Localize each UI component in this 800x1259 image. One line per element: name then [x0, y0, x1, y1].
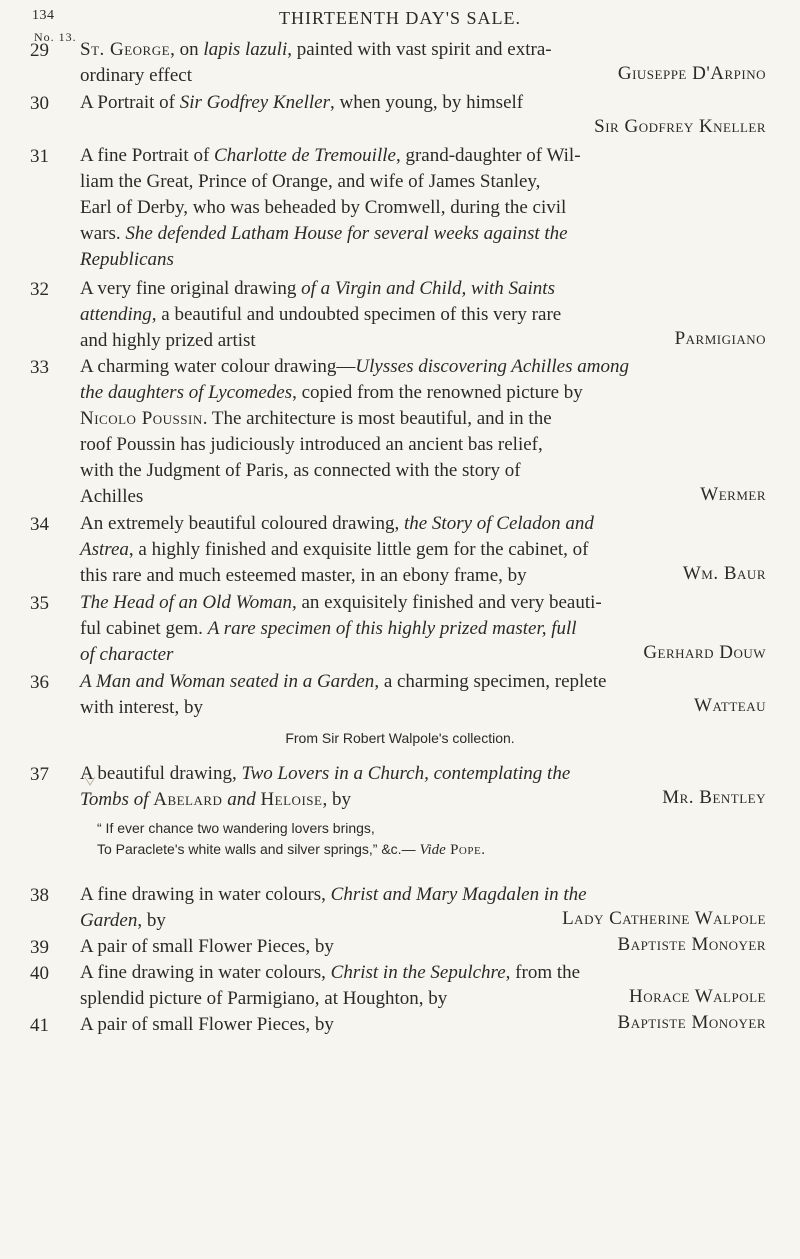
lot-text-line: Garden, by	[80, 910, 166, 931]
lot-number: 31	[30, 146, 49, 167]
lot-number: 37	[30, 764, 49, 785]
lot-text-line: A Portrait of Sir Godfrey Kneller, when young, by himself	[80, 92, 524, 113]
issue-number: No. 13.	[34, 30, 77, 44]
lot-text-line: ordinary effect	[80, 65, 193, 86]
lot-text-line: A charming water colour drawing—Ulysses discovering Achilles among	[80, 356, 629, 377]
lot-text-line: of character	[80, 644, 174, 665]
lot-text-line: A pair of small Flower Pieces, by	[80, 1014, 334, 1035]
lot-number: 36	[30, 672, 49, 693]
lot-text-line: An extremely beautiful coloured drawing, the Story of Celadon and	[80, 513, 594, 534]
lot-number: 39	[30, 937, 49, 958]
lot-number: 29	[30, 40, 49, 61]
lot-artist: Parmigiano	[674, 328, 766, 349]
lot-number: 35	[30, 593, 49, 614]
lot-text-line: A fine drawing in water colours, Christ and Mary Magdalen in the	[80, 884, 587, 905]
lot-text-line: Astrea, a highly finished and exquisite little gem for the cabinet, of	[80, 539, 589, 560]
pencil-tick-mark	[84, 775, 96, 787]
lot-artist: Sir Godfrey Kneller	[594, 116, 766, 137]
lot-text-line: roof Poussin has judiciously introduced an ancient bas relief,	[80, 434, 543, 455]
lot-text-line: St. George, on lapis lazuli, painted with vast spirit and extra-	[80, 39, 552, 60]
lot-artist: Wermer	[700, 484, 766, 505]
lot-text-line: A very fine original drawing of a Virgin and Child, with Saints	[80, 278, 555, 299]
lot-number: 38	[30, 885, 49, 906]
running-title: THIRTEENTH DAY'S SALE.	[279, 8, 521, 28]
lot-text-line: ful cabinet gem. A rare specimen of this highly prized master, full	[80, 618, 577, 639]
lot-text-line: with the Judgment of Paris, as connected with the story of	[80, 460, 521, 481]
lot-artist: Horace Walpole	[629, 986, 766, 1007]
page-header	[32, 8, 768, 30]
lot-text-line: A fine drawing in water colours, Christ in the Sepulchre, from the	[80, 962, 581, 983]
lot-text-line: A beautiful drawing, Two Lovers in a Church, contemplating the	[80, 763, 571, 784]
provenance-note: From Sir Robert Walpole's collection.	[285, 730, 515, 746]
lot-text-line: wars. She defended Latham House for several weeks against the	[80, 223, 568, 244]
page-number: 134	[32, 8, 55, 23]
verse-quote-line: “ If ever chance two wandering lovers brings,	[97, 820, 375, 836]
lot-text-line: splendid picture of Parmigiano, at Houghton, by	[80, 988, 448, 1009]
lot-text-line: A pair of small Flower Pieces, by	[80, 936, 334, 957]
lot-text-line: the daughters of Lycomedes, copied from the renowned picture by	[80, 382, 583, 403]
verse-quote-line: To Paraclete's white walls and silver springs,” &c.— Vide Pope.	[97, 841, 486, 858]
lot-artist: Wm. Baur	[682, 563, 766, 584]
lot-artist: Giuseppe D'Arpino	[617, 63, 766, 84]
lot-artist: Baptiste Monoyer	[617, 934, 766, 955]
lot-number: 32	[30, 279, 49, 300]
lot-text-line: this rare and much esteemed master, in an ebony frame, by	[80, 565, 527, 586]
lot-artist: Gerhard Douw	[643, 642, 766, 663]
lot-text-line: A Man and Woman seated in a Garden, a charming specimen, replete	[80, 671, 607, 692]
lot-number: 34	[30, 514, 49, 535]
lot-text-line: liam the Great, Prince of Orange, and wife of James Stanley,	[80, 171, 541, 192]
lot-text-line: Republicans	[80, 249, 174, 270]
lot-number: 33	[30, 357, 49, 378]
lot-artist: Lady Catherine Walpole	[562, 908, 766, 929]
lot-text-line: Earl of Derby, who was beheaded by Cromwell, during the civil	[80, 197, 567, 218]
lot-artist: Mr. Bentley	[662, 787, 766, 808]
lot-text-line: Nicolo Poussin. The architecture is most beautiful, and in the	[80, 408, 552, 429]
lot-text-line: Achilles	[80, 486, 144, 507]
lot-text-line: Tombs of Abelard and Heloise, by	[80, 789, 351, 810]
lot-number: 41	[30, 1015, 49, 1036]
lot-number: 30	[30, 93, 49, 114]
lot-text-line: A fine Portrait of Charlotte de Tremouille, grand-daughter of Wil-	[80, 145, 581, 166]
lot-text-line: with interest, by	[80, 697, 203, 718]
lot-artist: Watteau	[694, 695, 766, 716]
lot-number: 40	[30, 963, 49, 984]
lot-text-line: The Head of an Old Woman, an exquisitely finished and very beauti-	[80, 592, 602, 613]
lot-artist: Baptiste Monoyer	[617, 1012, 766, 1033]
lot-text-line: and highly prized artist	[80, 330, 256, 351]
lot-text-line: attending, a beautiful and undoubted specimen of this very rare	[80, 304, 562, 325]
